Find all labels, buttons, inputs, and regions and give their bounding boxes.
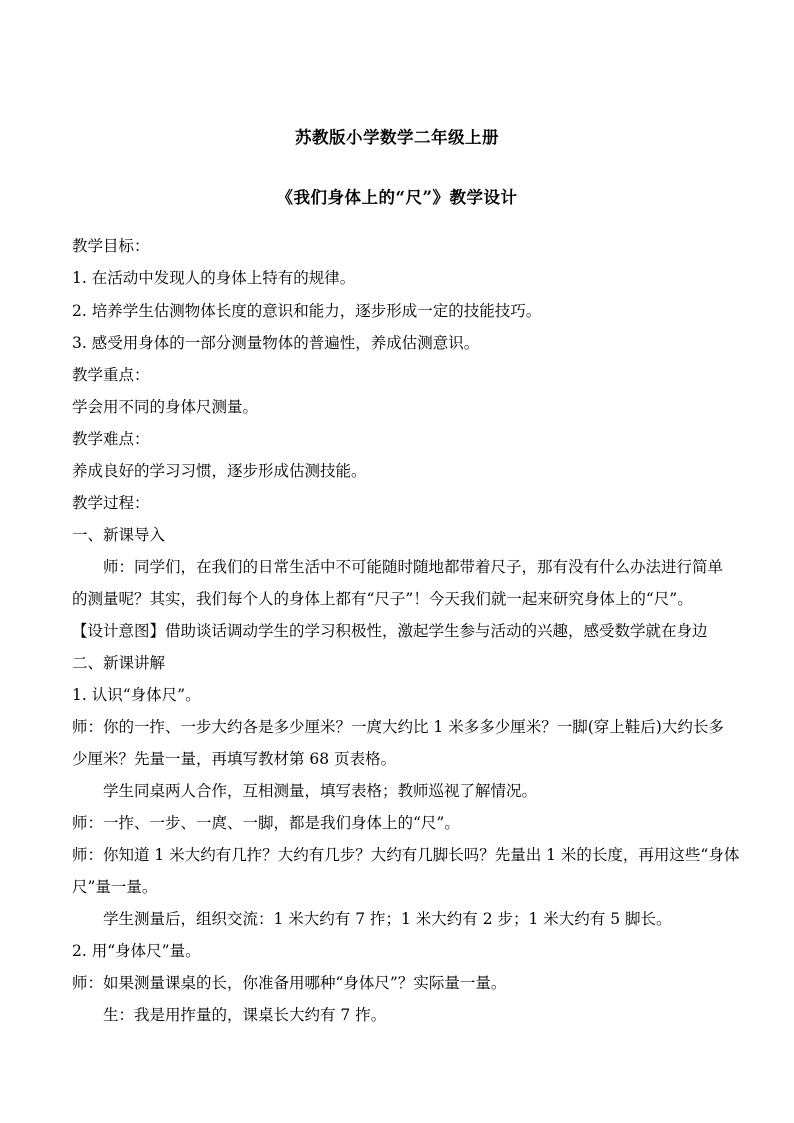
teacher-intro-line-1: 师：同学们，在我们的日常生活中不可能随时随地都带着尺子，那有没有什么办法进行简单: [103, 558, 724, 576]
difficulty-text: 养成良好的学习习惯，逐步形成估测技能。: [72, 462, 367, 480]
teacher-question-2-line-1: 师：你知道 1 米大约有几拃？大约有几步？大约有几脚长吗？先量出 1 米的长度，再用这些“身体: [72, 846, 740, 864]
subsection-1-heading: 1. 认识“身体尺”。: [72, 686, 201, 704]
section-heading-process: 教学过程：: [72, 494, 150, 512]
objective-1: 1. 在活动中发现人的身体上特有的规律。: [72, 269, 356, 287]
section-heading-key-points: 教学重点：: [72, 366, 150, 384]
document-title: 苏教版小学数学二年级上册: [295, 128, 499, 147]
design-intent-text: 【设计意图】借助谈话调动学生的学习积极性，激起学生参与活动的兴趣，感受数学就在身边: [72, 622, 708, 640]
student-answer-text: 生：我是用拃量的，课桌长大约有 7 拃。: [103, 1006, 387, 1024]
teacher-statement-text: 师：一拃、一步、一庹、一脚，都是我们身体上的“尺”。: [72, 814, 460, 832]
part-1-heading: 一、新课导入: [72, 526, 166, 544]
objective-3: 3. 感受用身体的一部分测量物体的普遍性，养成估测意识。: [72, 334, 480, 352]
subsection-2-heading: 2. 用“身体尺”量。: [72, 942, 201, 960]
objective-2: 2. 培养学生估测物体长度的意识和能力，逐步形成一定的技能技巧。: [72, 302, 542, 320]
teacher-question-3-text: 师：如果测量课桌的长，你准备用哪种“身体尺”？实际量一量。: [72, 974, 507, 992]
teacher-question-1-line-2: 少厘米？先量一量，再填写教材第 68 页表格。: [72, 750, 397, 768]
part-2-heading: 二、新课讲解: [72, 654, 166, 672]
student-exchange-text: 学生测量后，组织交流：1 米大约有 7 拃；1 米大约有 2 步；1 米大约有 5 脚长。: [103, 910, 672, 928]
teacher-intro-line-2: 的测量呢？其实，我们每个人的身体上都有“尺子”！今天我们就一起来研究身体上的“尺”。: [72, 590, 693, 608]
section-heading-objectives: 教学目标：: [72, 237, 150, 255]
key-point-text: 学会用不同的身体尺测量。: [72, 398, 259, 416]
teacher-question-1-line-1: 师：你的一拃、一步大约各是多少厘米？一庹大约比 1 米多多少厘米？一脚(穿上鞋后)大约长多: [72, 718, 724, 736]
teacher-question-2-line-2: 尺”量一量。: [72, 878, 158, 896]
student-activity-text: 学生同桌两人合作，互相测量，填写表格；教师巡视了解情况。: [103, 782, 538, 800]
section-heading-difficulties: 教学难点：: [72, 430, 150, 448]
document-subtitle: 《我们身体上的“尺”》教学设计: [276, 188, 518, 207]
